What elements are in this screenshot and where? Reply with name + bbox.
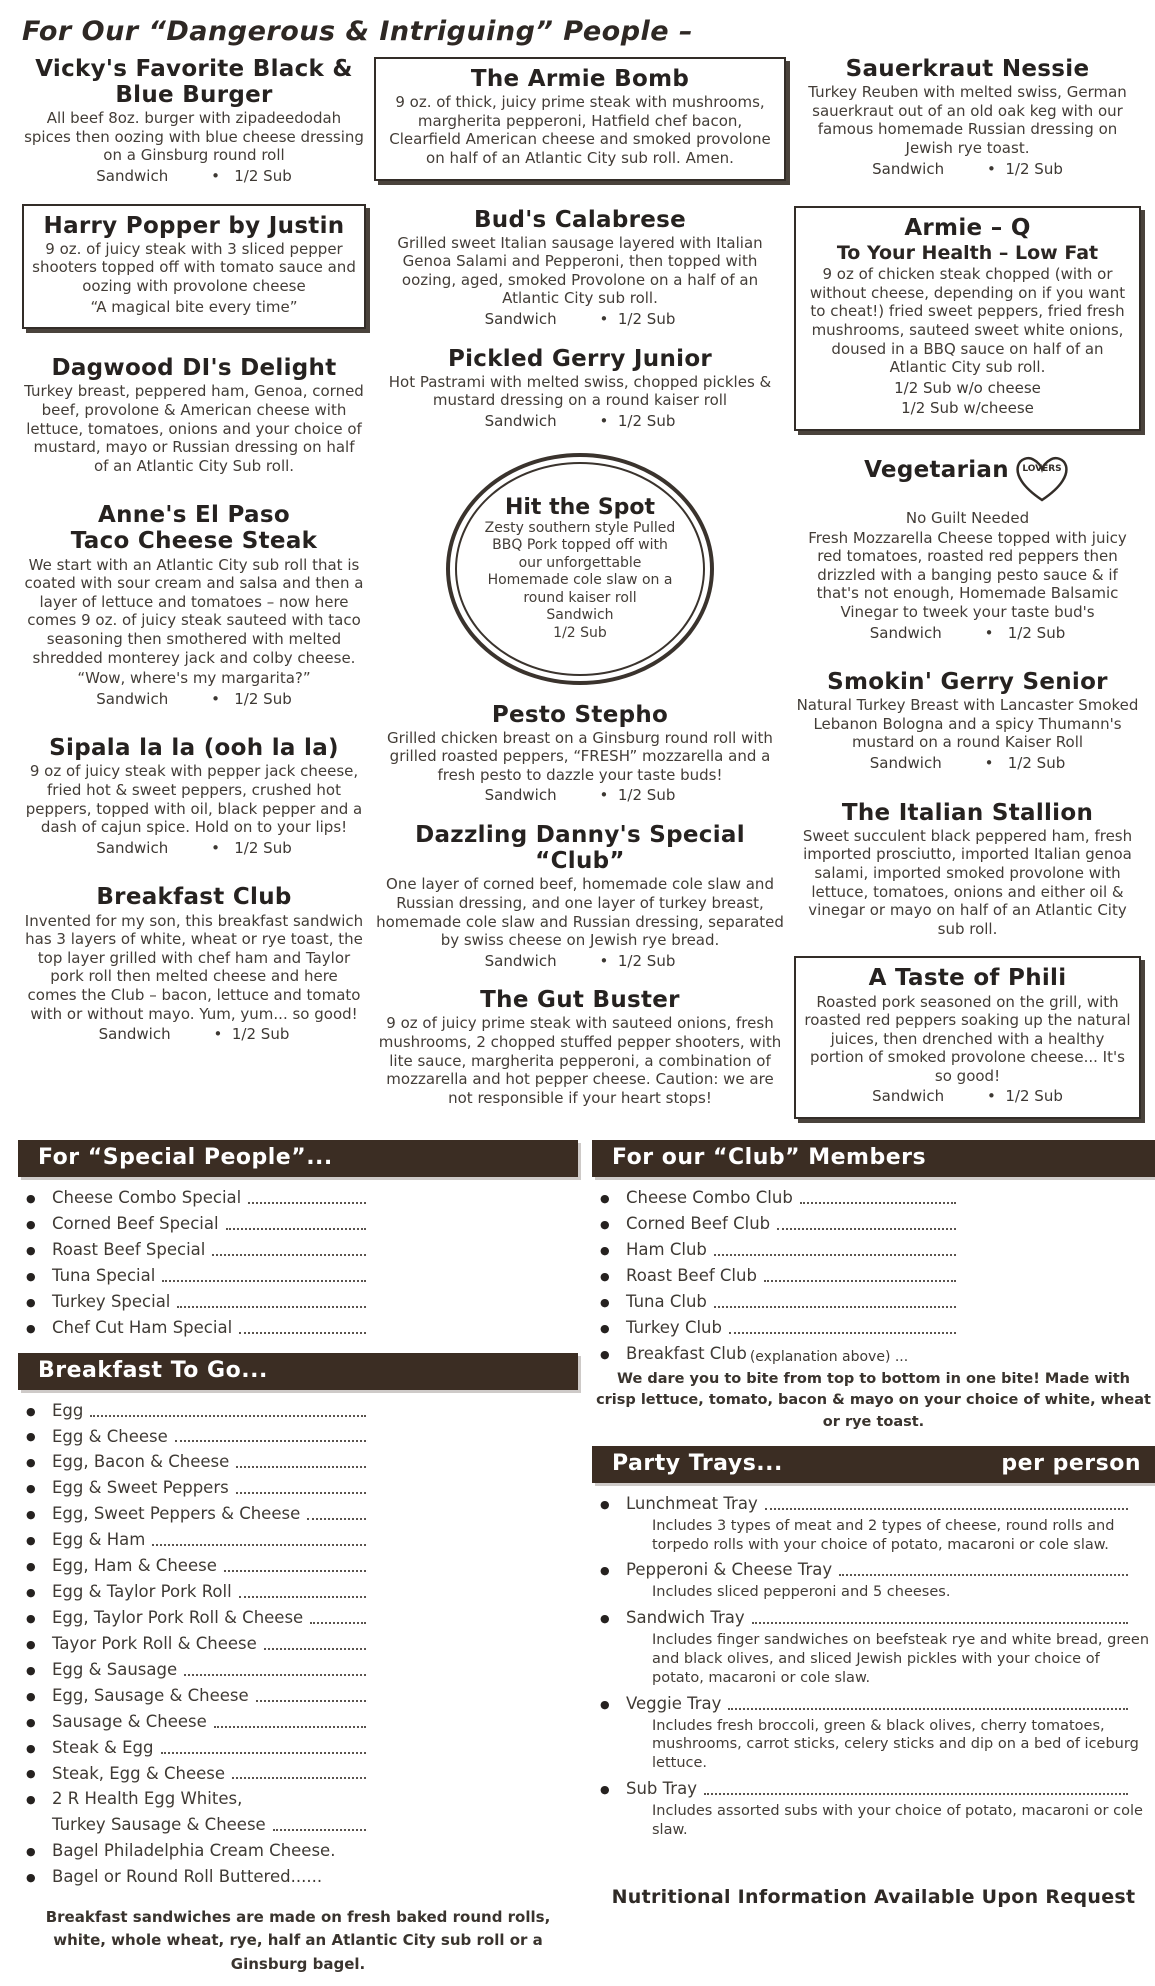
menu-columns <box>18 57 1141 1136</box>
list-item-label: 2 R Health Egg Whites, <box>52 1789 243 1809</box>
bullet-icon: ● <box>26 1689 36 1703</box>
list-item <box>18 1605 578 1631</box>
list-item <box>592 1691 1155 1773</box>
list-item <box>592 1776 1155 1840</box>
item-option-wo-cheese: 1/2 Sub w/o cheese <box>894 378 1041 397</box>
list-item <box>592 1605 1155 1687</box>
breakfast-list <box>18 1398 578 1891</box>
list-item-label: Tayor Pork Roll & Cheese <box>52 1633 257 1653</box>
dotted-leader <box>273 1829 366 1831</box>
list-item-label: Egg, Sweet Peppers & Cheese <box>52 1504 301 1524</box>
menu-item-armie-bomb <box>374 57 786 181</box>
item-subtitle: No Guilt Needed <box>905 509 1030 527</box>
list-item <box>18 1553 578 1579</box>
club-members-header-label: For our “Club” Members <box>612 1145 927 1171</box>
item-options: Sandwich • 1/2 Sub <box>96 167 292 186</box>
item-title: Anne's El Paso <box>98 502 290 529</box>
item-description: 9 oz of chicken steak chopped (with or without cheese, depending on if you want to cheat!) fried sweet peppers, fried fresh mushrooms, sauteed sweet white onions, doused in a BBQ sauce on half of an Atlantic City sub roll. <box>809 265 1126 377</box>
bullet-icon: ● <box>600 1217 610 1231</box>
dotted-leader <box>161 1752 367 1754</box>
list-item-label: Egg, Sausage & Cheese <box>52 1685 249 1705</box>
section-club-members <box>592 1140 1155 1434</box>
list-item-description: Includes fresh broccoli, green & black olives, cherry tomatoes, mushrooms, carrot sticks, celery sticks and dip on a bed of iceburg lettuce. <box>652 1717 1139 1772</box>
list-item-label: Egg & Taylor Pork Roll <box>52 1582 232 1602</box>
list-item <box>18 1315 578 1341</box>
dotted-leader <box>704 1793 1128 1795</box>
list-item <box>592 1315 1155 1341</box>
bullet-icon: ● <box>600 1321 610 1335</box>
dotted-leader <box>184 1674 366 1676</box>
bullet-icon: ● <box>26 1741 36 1755</box>
item-options: Sandwich • 1/2 Sub <box>869 754 1066 773</box>
item-option-w-cheese: 1/2 Sub w/cheese <box>901 399 1034 418</box>
item-description: One layer of corned beef, homemade cole slaw and Russian dressing, and one layer of turkey breast, homemade cole slaw and Russian dressing, separated by swiss cheese on Jewish rye bread. <box>376 875 784 950</box>
list-item <box>592 1263 1155 1289</box>
dotted-leader <box>236 1492 366 1494</box>
list-item-label: Steak, Egg & Cheese <box>52 1763 226 1783</box>
list-item-label: Sandwich Tray <box>626 1608 745 1628</box>
column-right <box>790 57 1145 1136</box>
dotted-leader <box>777 1228 956 1230</box>
list-item-label: Roast Beef Club <box>626 1265 757 1285</box>
list-item <box>592 1341 1155 1367</box>
list-item-label: Turkey Special <box>52 1291 171 1311</box>
item-title: Vicky's Favorite Black & <box>35 56 353 82</box>
list-item <box>18 1709 578 1735</box>
list-item-label: Breakfast Club <box>626 1343 747 1363</box>
dotted-leader <box>226 1228 366 1230</box>
bullet-icon: ● <box>600 1497 610 1511</box>
dotted-leader <box>224 1570 366 1572</box>
special-people-header <box>18 1140 578 1177</box>
page-title: For Our “Dangerous & Intriguing” People – <box>22 16 693 47</box>
item-title: The Gut Buster <box>480 987 680 1014</box>
party-trays-list <box>592 1491 1155 1840</box>
bullet-icon: ● <box>26 1295 36 1309</box>
menu-item-dazzling-dannys <box>374 823 786 971</box>
bullet-icon: ● <box>26 1217 36 1231</box>
item-title: Pesto Stepho <box>491 701 669 728</box>
dotted-leader <box>728 1708 1128 1710</box>
item-description: Turkey breast, peppered ham, Genoa, corned beef, provolone & American cheese with lettuce, tomatoes, onions and your choice of mustard, mayo or Russian dressing on half of an Atlantic City Sub roll. <box>24 382 364 475</box>
dotted-leader <box>177 1306 366 1308</box>
item-quote: “Wow, where's my margarita?” <box>77 669 311 688</box>
item-description: 9 oz of juicy steak with pepper jack cheese, fried hot & sweet peppers, crushed hot peppers, topped with oil, black pepper and a dash of cajun spice. Hold on to your lips! <box>25 762 363 837</box>
item-description: 9 oz of juicy prime steak with sauteed onions, fresh mushrooms, 2 chopped stuffed pepper shooters, with lite sauce, margherita pepperoni, a combination of mozzarella and hot pepper cheese. Caution: we are not responsible if your heart stops! <box>378 1014 782 1107</box>
bullet-icon: ● <box>600 1269 610 1283</box>
bullet-icon: ● <box>26 1585 36 1599</box>
list-item-label: Egg, Bacon & Cheese <box>52 1452 230 1472</box>
list-item-description: Includes finger sandwiches on beefsteak rye and white bread, green and black olives, and sliced Jewish pickles with your choice of potato, macaroni or cole slaw. <box>652 1632 1150 1686</box>
list-item-label: Corned Beef Club <box>626 1214 771 1233</box>
bottom-left-column <box>18 1140 578 1976</box>
item-description: Zesty southern style Pulled BBQ Pork topped off with our unforgettable Homemade cole slaw on a round kaiser roll <box>484 519 676 606</box>
item-description: Turkey Reuben with melted swiss, German sauerkraut out of an old oak keg with our famous homemade Russian dressing on Jewish rye toast. <box>808 83 1127 157</box>
dotted-leader <box>232 1777 366 1779</box>
hit-the-spot-badge <box>446 453 714 685</box>
menu-item-buds-calabrese <box>374 208 786 330</box>
column-middle <box>370 57 790 1136</box>
list-item-label: Ham Club <box>626 1239 707 1259</box>
dotted-leader <box>307 1518 366 1520</box>
bullet-icon: ● <box>600 1564 610 1578</box>
item-description: Grilled sweet Italian sausage layered with Italian Genoa Salami and Pepperoni, then topped with oozing, aged, smoked Provolone on a half of an Atlantic City sub roll. <box>397 233 763 308</box>
party-trays-header-label: Party Trays... <box>612 1450 783 1476</box>
bullet-icon: ● <box>26 1793 36 1807</box>
item-title: Sipala la la (ooh la la) <box>49 735 339 762</box>
list-item-label: Sub Tray <box>626 1779 697 1799</box>
dotted-leader <box>765 1508 1128 1510</box>
bullet-icon: ● <box>26 1269 36 1283</box>
list-item <box>18 1812 578 1838</box>
item-title: The Italian Stallion <box>841 799 1094 826</box>
menu-item-taste-of-phili <box>794 956 1141 1119</box>
dotted-leader <box>248 1202 366 1204</box>
club-members-list <box>592 1185 1155 1366</box>
section-breakfast-to-go <box>18 1353 578 1891</box>
menu-item-vickys-burger <box>22 57 366 187</box>
dotted-leader <box>239 1596 366 1598</box>
bullet-icon: ● <box>600 1243 610 1257</box>
dotted-leader <box>236 1466 366 1468</box>
item-options: Sandwich • 1/2 Sub <box>484 786 676 805</box>
list-item <box>592 1237 1155 1263</box>
list-item-label: Egg, Taylor Pork Roll & Cheese <box>52 1607 304 1627</box>
list-item <box>18 1449 578 1475</box>
item-title: Dazzling Danny's Special <box>415 822 745 849</box>
menu-item-armie-q <box>794 206 1141 431</box>
item-option-sandwich: Sandwich <box>546 607 614 624</box>
list-item <box>18 1761 578 1787</box>
dotted-leader <box>729 1332 956 1334</box>
list-item <box>18 1631 578 1657</box>
list-item-label: Veggie Tray <box>626 1693 722 1713</box>
club-members-header <box>592 1140 1155 1177</box>
dotted-leader <box>839 1574 1128 1576</box>
list-item-label: Steak & Egg <box>52 1737 154 1757</box>
list-item <box>18 1501 578 1527</box>
item-title: Pickled Gerry Junior <box>447 345 713 372</box>
list-item-label: Roast Beef Special <box>52 1239 206 1259</box>
bullet-icon: ● <box>600 1347 610 1361</box>
breakfast-header-label: Breakfast To Go... <box>38 1357 268 1383</box>
bottom-sections <box>18 1140 1151 1976</box>
special-people-header-label: For “Special People”... <box>38 1145 333 1171</box>
list-item-description: Includes assorted subs with your choice of potato, macaroni or cole slaw. <box>652 1802 1143 1838</box>
item-title: Smokin' Gerry Senior <box>827 669 1108 696</box>
list-item <box>18 1657 578 1683</box>
item-title: Breakfast Club <box>96 884 292 911</box>
list-item-label: Egg & Cheese <box>52 1426 168 1446</box>
list-item <box>18 1735 578 1761</box>
bullet-icon: ● <box>600 1612 610 1626</box>
list-item-note: (explanation above) ... <box>749 1348 909 1365</box>
dotted-leader <box>256 1700 366 1702</box>
item-description: Fresh Mozzarella Cheese topped with juicy red tomatoes, roasted red peppers then drizzled with a banging pesto sauce & if that's not enough, Homemade Balsamic Vinegar to tweek your taste bud's <box>808 528 1127 621</box>
list-item <box>18 1237 578 1263</box>
list-item-label: Cheese Combo Special <box>52 1188 242 1208</box>
list-item-label: Chef Cut Ham Special <box>52 1317 233 1337</box>
list-item-label: Turkey Sausage & Cheese <box>52 1815 266 1835</box>
list-item-label: Pepperoni & Cheese Tray <box>626 1560 833 1580</box>
section-party-trays <box>592 1446 1155 1840</box>
bullet-icon: ● <box>26 1611 36 1625</box>
list-item-label: Cheese Combo Club <box>626 1188 793 1208</box>
dotted-leader <box>212 1254 366 1256</box>
list-item <box>18 1398 578 1424</box>
nutrition-info-note: Nutritional Information Available Upon Request <box>611 1885 1136 1908</box>
item-description: Invented for my son, this breakfast sandwich has 3 layers of white, wheat or rye toast, the top layer grilled with chef ham and Taylor pork roll then melted cheese and here comes the Club – bacon, lettuce and tomato with or without mayo. Yum, yum... so good! <box>24 911 364 1023</box>
item-options: Sandwich • 1/2 Sub <box>96 689 292 708</box>
menu-item-vegetarian <box>794 458 1141 643</box>
list-item <box>18 1211 578 1237</box>
item-title: Hit the Spot <box>504 494 656 520</box>
menu-item-pickled-gerry-junior <box>374 347 786 432</box>
item-title: Sauerkraut Nessie <box>845 56 1090 82</box>
menu-item-harry-popper <box>22 204 366 330</box>
list-item-label: Bagel Philadelphia Cream Cheese. <box>52 1841 336 1861</box>
dotted-leader <box>214 1726 366 1728</box>
dotted-leader <box>764 1280 956 1282</box>
bullet-icon: ● <box>26 1508 36 1522</box>
menu-item-breakfast-club <box>22 885 366 1044</box>
item-description: We start with an Atlantic City sub roll that is coated with sour cream and salsa and then a layer of lettuce and tomatoes – now here comes 9 oz. of juicy steak sauteed with taco seasoning then smothered with melted shredded monterey jack and colby cheese. <box>24 555 364 667</box>
list-item <box>592 1557 1155 1602</box>
bullet-icon: ● <box>26 1404 36 1418</box>
item-title: Vegetarian <box>864 457 1009 483</box>
dotted-leader <box>264 1648 366 1650</box>
list-item-label: Bagel or Round Roll Buttered...... <box>52 1867 323 1887</box>
bullet-icon: ● <box>26 1767 36 1781</box>
bullet-icon: ● <box>26 1663 36 1677</box>
item-options: Sandwich • 1/2 Sub <box>98 1025 290 1044</box>
item-subtitle: To Your Health – Low Fat <box>836 242 1099 265</box>
list-item-label: Sausage & Cheese <box>52 1711 207 1731</box>
item-title-line2: Taco Cheese Steak <box>70 528 318 555</box>
bullet-icon: ● <box>26 1243 36 1257</box>
dotted-leader <box>714 1254 956 1256</box>
list-item <box>18 1263 578 1289</box>
bullet-icon: ● <box>26 1430 36 1444</box>
list-item <box>592 1491 1155 1555</box>
list-item <box>18 1864 578 1890</box>
list-item-label: Egg & Sweet Peppers <box>52 1478 229 1498</box>
party-trays-per-person-label: per person <box>1001 1450 1141 1476</box>
bullet-icon: ● <box>26 1871 36 1885</box>
menu-item-italian-stallion <box>794 801 1141 940</box>
breakfast-header <box>18 1353 578 1390</box>
dotted-leader <box>714 1306 956 1308</box>
column-left <box>18 57 370 1136</box>
item-options: Sandwich • 1/2 Sub <box>872 1087 1063 1106</box>
item-options: Sandwich • 1/2 Sub <box>484 310 676 329</box>
list-item-label: Tuna Special <box>52 1265 156 1285</box>
item-title-line2: “Club” <box>535 848 625 875</box>
bullet-icon: ● <box>26 1715 36 1729</box>
list-item <box>592 1211 1155 1237</box>
bottom-right-column <box>592 1140 1155 1976</box>
list-item-label: Egg & Ham <box>52 1530 146 1550</box>
menu-item-sauerkraut-nessie <box>794 57 1141 179</box>
bullet-icon: ● <box>600 1697 610 1711</box>
dotted-leader <box>162 1280 366 1282</box>
dotted-leader <box>310 1622 366 1624</box>
bullet-icon: ● <box>600 1782 610 1796</box>
list-item-label: Lunchmeat Tray <box>626 1493 758 1513</box>
list-item <box>18 1527 578 1553</box>
list-item <box>18 1424 578 1450</box>
list-item <box>592 1185 1155 1211</box>
list-item-label: Egg, Ham & Cheese <box>52 1556 217 1576</box>
dotted-leader <box>752 1622 1128 1624</box>
bullet-icon: ● <box>26 1482 36 1496</box>
bullet-icon: ● <box>26 1534 36 1548</box>
item-title: Armie – Q <box>904 215 1031 242</box>
item-title: The Armie Bomb <box>470 66 690 92</box>
club-members-note: We dare you to bite from top to bottom in one bite! Made with crisp lettuce, tomato, bacon & mayo on your choice of white, wheat or rye toast. <box>596 1370 1151 1431</box>
breakfast-footnote: Breakfast sandwiches are made on fresh baked round rolls, white, whole wheat, rye, half an Atlantic City sub roll or a Ginsburg bagel. <box>45 1908 551 1973</box>
menu-item-pesto-stepho <box>374 703 786 807</box>
menu-item-annes-el-paso <box>22 503 366 709</box>
list-item-label: Egg <box>52 1400 84 1420</box>
list-item-label: Egg & Sausage <box>52 1659 178 1679</box>
item-title: Dagwood DI's Delight <box>51 355 337 382</box>
bullet-icon: ● <box>26 1560 36 1574</box>
list-item <box>18 1683 578 1709</box>
list-item <box>18 1786 578 1812</box>
list-item-description: Includes sliced pepperoni and 5 cheeses. <box>652 1584 951 1601</box>
list-item-label: Corned Beef Special <box>52 1214 219 1233</box>
bullet-icon: ● <box>26 1192 36 1205</box>
list-item <box>18 1185 578 1211</box>
item-description: All beef 8oz. burger with zipadeedodah spices then oozing with blue cheese dressing on a Ginsburg round roll <box>24 109 364 165</box>
bullet-icon: ● <box>26 1321 36 1335</box>
bullet-icon: ● <box>26 1456 36 1470</box>
section-special-people <box>18 1140 578 1341</box>
list-item <box>18 1475 578 1501</box>
list-item <box>18 1579 578 1605</box>
item-description: Natural Turkey Breast with Lancaster Smoked Lebanon Bologna and a spicy Thumann's mustard on a round Kaiser Roll <box>796 696 1139 752</box>
menu-item-dagwood <box>22 356 366 476</box>
item-description: Grilled chicken breast on a Ginsburg round roll with grilled roasted peppers, “FRESH” mozzarella and a fresh pesto to dazzle your taste buds! <box>387 728 773 784</box>
list-item-description: Includes 3 types of meat and 2 types of cheese, round rolls and torpedo rolls with your choice of potato, macaroni or cole slaw. <box>652 1517 1115 1553</box>
item-description: Roasted pork seasoned on the grill, with roasted red peppers soaking up the natural juices, then drenched with a healthy portion of smoked provolone cheese... It's so good! <box>804 992 1131 1085</box>
item-options: Sandwich • 1/2 Sub <box>484 411 676 430</box>
item-title: Bud's Calabrese <box>473 206 687 233</box>
item-title: A Taste of Phili <box>868 965 1067 992</box>
list-item <box>18 1838 578 1864</box>
bullet-icon: ● <box>600 1192 610 1205</box>
bullet-icon: ● <box>600 1295 610 1309</box>
list-item <box>18 1289 578 1315</box>
item-description: 9 oz. of thick, juicy prime steak with mushrooms, margherita pepperoni, Hatfield chef bacon, Clearfield American cheese and smoked provolone on half of an Atlantic City sub roll. Amen. <box>389 93 771 167</box>
item-option-half-sub: 1/2 Sub <box>553 624 607 641</box>
menu-item-hit-the-spot <box>370 453 790 685</box>
menu-item-smokin-gerry-senior <box>794 670 1141 774</box>
bullet-icon: ● <box>26 1637 36 1651</box>
dotted-leader <box>175 1440 366 1442</box>
list-item <box>592 1289 1155 1315</box>
dotted-leader <box>239 1332 366 1334</box>
item-description: Hot Pastrami with melted swiss, chopped pickles & mustard dressing on a round kaiser roll <box>388 372 772 410</box>
dotted-leader <box>800 1202 956 1204</box>
dotted-leader <box>90 1415 366 1417</box>
menu-item-sipala <box>22 736 366 858</box>
lovers-heart-icon <box>1013 454 1071 508</box>
item-options: Sandwich • 1/2 Sub <box>484 951 676 970</box>
item-title-line2: Blue Burger <box>115 82 273 109</box>
party-trays-header <box>592 1446 1155 1483</box>
menu-item-gut-buster <box>374 988 786 1108</box>
item-title: Harry Popper by Justin <box>43 212 345 239</box>
item-options: Sandwich • 1/2 Sub <box>96 838 292 857</box>
item-description: Sweet succulent black peppered ham, fresh imported prosciutto, imported Italian genoa salami, imported smoked provolone with lettuce, tomatoes, onions and either oil & vinegar or mayo on half of an Atlantic City sub roll. <box>802 826 1133 938</box>
bullet-icon: ● <box>26 1845 36 1859</box>
list-item-label: Tuna Club <box>626 1291 707 1311</box>
special-people-list <box>18 1185 578 1341</box>
dotted-leader <box>152 1544 366 1546</box>
item-quote: “A magical bite every time” <box>90 297 298 316</box>
item-options: Sandwich • 1/2 Sub <box>869 623 1066 642</box>
lovers-heart-label: LOVERS <box>1022 464 1062 474</box>
item-options: Sandwich • 1/2 Sub <box>872 159 1063 178</box>
list-item-label: Turkey Club <box>626 1317 722 1337</box>
item-description: 9 oz. of juicy steak with 3 sliced pepper shooters topped off with tomato sauce and oozing with provolone cheese <box>32 239 356 295</box>
